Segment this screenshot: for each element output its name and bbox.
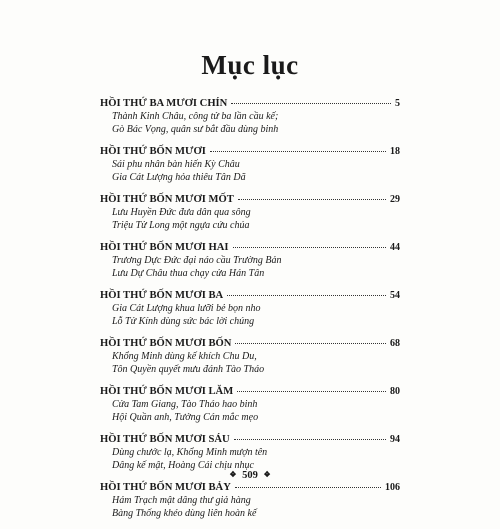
toc-entry-line: [100, 193, 400, 206]
chapter-subtitle-line: Cửa Tam Giang, Tào Tháo hao binh: [112, 399, 258, 410]
chapter-page-number: 44: [390, 242, 400, 253]
chapter-page-number: 5: [395, 98, 400, 109]
chapter-subtitle-line: Sái phu nhân bàn hiến Kỳ Châu: [112, 159, 240, 170]
chapter-subtitle-line: Gia Cát Lượng khua lưỡi bẻ bọn nho: [112, 303, 261, 314]
chapter-subtitle-line: Trương Dực Đức đại náo cầu Trường Bản: [112, 255, 282, 266]
chapter-title: HỒI THỨ BỐN MƯƠI BỐN: [100, 338, 232, 349]
chapter-subtitle-line: Lỗ Tử Kính dùng sức bác lời chúng: [112, 315, 255, 327]
chapter-page-number: 80: [390, 386, 400, 397]
chapter-subtitle-line: Triệu Tử Long một ngựa cứu chúa: [112, 219, 250, 231]
diamond-ornament-icon: ❖: [263, 470, 271, 479]
dot-leader: [231, 103, 391, 104]
toc-entry-line: [100, 241, 400, 254]
dot-leader: [227, 295, 386, 296]
chapter-page-number: 29: [390, 194, 400, 205]
dot-leader: [234, 439, 386, 440]
chapter-title: HỒI THỨ BỐN MƯƠI MỐT: [100, 194, 234, 205]
chapter-subtitle-line: Gò Bác Vọng, quân sư bắt đầu dùng binh: [112, 123, 279, 135]
toc-entry: [100, 241, 400, 280]
chapter-title: HỒI THỨ BA MƯƠI CHÍN: [100, 98, 228, 109]
diamond-ornament-icon: ❖: [229, 470, 237, 479]
chapter-page-number: 18: [390, 146, 400, 157]
chapter-subtitle-line: Lưu Dự Châu thua chạy cửa Hán Tân: [112, 267, 265, 279]
chapter-title: HỒI THỨ BỐN MƯƠI: [100, 146, 206, 157]
chapter-page-number: 68: [390, 338, 400, 349]
chapter-subtitle-line: Gia Cát Lượng hỏa thiêu Tân Dã: [112, 171, 246, 183]
chapter-page-number: 106: [385, 482, 400, 493]
toc-entry-line: [100, 337, 400, 350]
chapter-title: HỒI THỨ BỐN MƯƠI SÁU: [100, 434, 230, 445]
chapter-subtitle-line: Dâng kế mật, Hoàng Cái chịu nhục: [112, 459, 254, 471]
toc-entry: [100, 481, 400, 520]
chapter-page-number: 54: [390, 290, 400, 301]
dot-leader: [233, 247, 386, 248]
toc-entry: [100, 145, 400, 184]
toc-entry-line: [100, 97, 400, 110]
chapter-subtitle-line: Bàng Thống khéo dùng liên hoàn kế: [112, 507, 257, 519]
toc-entry: [100, 193, 400, 232]
chapter-title: HỒI THỨ BỐN MƯƠI LĂM: [100, 386, 234, 397]
chapter-title: HỒI THỨ BỐN MƯƠI BA: [100, 290, 224, 301]
toc-entry-line: [100, 385, 400, 398]
toc-entry-line: [100, 145, 400, 158]
chapter-title: HỒI THỨ BỐN MƯƠI BẢY: [100, 482, 231, 493]
chapter-subtitle-line: Khổng Minh dùng kế khích Chu Du,: [112, 351, 257, 362]
toc-entry: [100, 337, 400, 376]
chapter-subtitle-line: Thành Kinh Châu, công tử ba lần cầu kế;: [112, 111, 279, 122]
chapter-page-number: 94: [390, 434, 400, 445]
toc-entry-line: [100, 289, 400, 302]
chapter-subtitle-line: Lưu Huyền Đức đưa dân qua sông: [112, 207, 251, 218]
toc-entry: [100, 97, 400, 136]
chapter-subtitle-line: Dùng chước lạ, Khổng Minh mượn tên: [112, 447, 268, 458]
dot-leader: [235, 487, 381, 488]
chapter-subtitle-line: Hội Quần anh, Tưởng Cán mắc mẹo: [112, 411, 259, 423]
page-number-footer: [0, 470, 500, 481]
toc-entry-line: [100, 433, 400, 446]
chapter-subtitle-line: Hám Trạch mật dâng thư giả hàng: [112, 495, 251, 506]
dot-leader: [235, 343, 386, 344]
toc-entry: [100, 433, 400, 472]
page-number: 509: [242, 470, 258, 481]
chapter-title: HỒI THỨ BỐN MƯƠI HAI: [100, 242, 229, 253]
toc-entry: [100, 385, 400, 424]
toc-entry: [100, 289, 400, 328]
page-title: Mục lục: [201, 50, 299, 80]
chapter-subtitle-line: Tôn Quyền quyết mưu đánh Tào Tháo: [112, 363, 265, 375]
dot-leader: [210, 151, 386, 152]
table-of-contents: [100, 97, 400, 529]
dot-leader: [238, 199, 386, 200]
toc-entry-line: [100, 481, 400, 494]
dot-leader: [237, 391, 386, 392]
